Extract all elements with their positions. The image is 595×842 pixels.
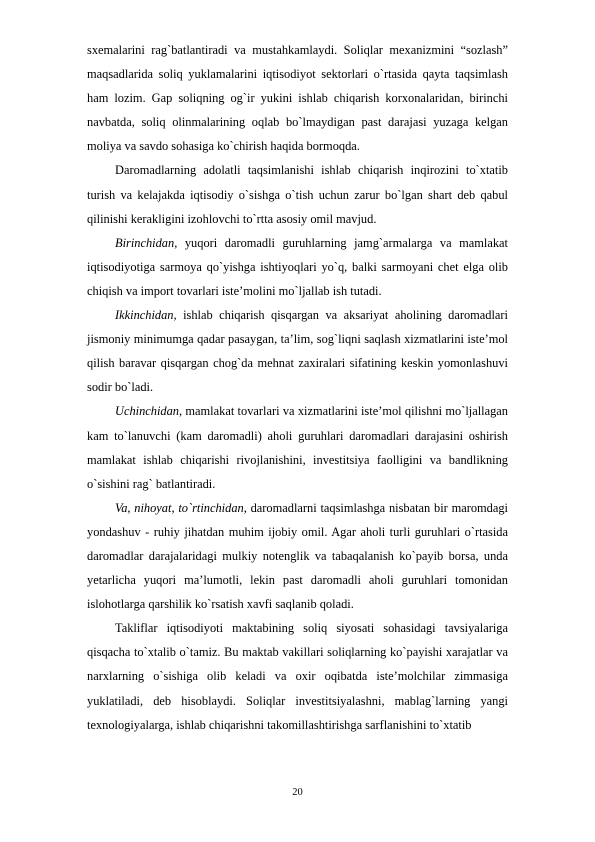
- paragraph: [87, 496, 508, 616]
- paragraph-text: Daromadlarning adolatli taqsimlanishi ishlab chiqarish inqirozini to`xtatib turish va kelajakda iqtisodiy o`sishga o`tish uchun zarur bo`lgan shart deb qabul qilinishi kerakligini izohlovchi to`rtta asosiy omil mavjud.: [87, 163, 508, 226]
- paragraph: [87, 231, 508, 303]
- paragraph-lead: Uchinchidan,: [115, 404, 183, 419]
- paragraph-text: yuqori daromadli guruhlarning jamg`armalarga va mamlakat iqtisodiyotiga sarmoya qo`yishga ishtiyoqlari yo`q, balki sarmoyani chet elga olib chiqish va import tovarlari iste’molini mo`ljallab ish tutadi.: [87, 235, 508, 298]
- paragraph-lead: Birinchidan,: [115, 235, 178, 250]
- paragraph: [87, 399, 508, 495]
- paragraph: [87, 158, 508, 230]
- paragraph: [87, 303, 508, 399]
- paragraph-text: ishlab chiqarish qisqargan va aksariyat aholining daromadlari jismoniy minimumga qadar pasaygan, ta’lim, sog`liqni saqlash xizmatlarini iste’mol qilish baravar qisqargan chog`da mehnat zaxiralari sifatining keskin yomonlashuvi sodir bo`ladi.: [87, 308, 508, 395]
- paragraph-text: daromadlarni taqsimlashga nisbatan bir maromdagi yondashuv - ruhiy jihatdan muhim ijobiy omil. Agar aholi turli guruhlari o`rtasida daromadlar darajalaridagi mulkiy notenglik va tabaqalanish ko`payib borsa, unda yetarlicha yuqori ma’lumotli, lekin past daromadli aholi guruhlari tomonidan islohotlarga qarshilik ko`rsatish xavfi saqlanib qoladi.: [87, 500, 508, 612]
- paragraph: [87, 616, 508, 736]
- paragraph-text: sxemalarini rag`batlantiradi va mustahkamlaydi. Soliqlar mexanizmini “sozlash” maqsadlarida soliq yuklamalarini iqtisodiyot sektorlari o`rtasida qayta taqsimlash ham lozim. Gap soliqning og`ir yukini ishlab chiqarish korxonalaridan, birinchi navbatda, soliq olinmalarining oqlab bo`lmaydigan past darajasi yuzaga kelgan moliya va savdo sohasiga ko`chirish haqida bormoqda.: [87, 43, 508, 154]
- paragraph-lead: Va, nihoyat, to`rtinchidan,: [115, 500, 247, 515]
- page-number: 20: [292, 787, 303, 798]
- body-text: [87, 38, 508, 737]
- paragraph-lead: Ikkinchidan,: [115, 308, 177, 323]
- paragraph-text: mamlakat tovarlari va xizmatlarini iste’mol qilishni mo`ljallagan kam to`lanuvchi (kam daromadli) aholi guruhlari daromadlari darajasini oshirish mamlakat ishlab chiqarishi rivojlanishini, investitsiya faolligini va bandlikning o`sishini rag` batlantiradi.: [87, 404, 508, 491]
- paragraph: [87, 38, 508, 158]
- paragraph-text: Takliflar iqtisodiyoti maktabining soliq siyosati sohasidagi tavsiyalariga qisqacha to`xtalib o`tamiz. Bu maktab vakillari soliqlarning ko`payishi xarajatlar va narxlarning o`sishiga olib keladi va oxir oqibatda iste’molchilar zimmasiga yuklatiladi, deb hisoblaydi. Soliqlar investitsiyalashni, mablag`larning yangi texnologiyalarga, ishlab chiqarishni takomillashtirishga sarflanishini to`xtatib: [87, 621, 508, 732]
